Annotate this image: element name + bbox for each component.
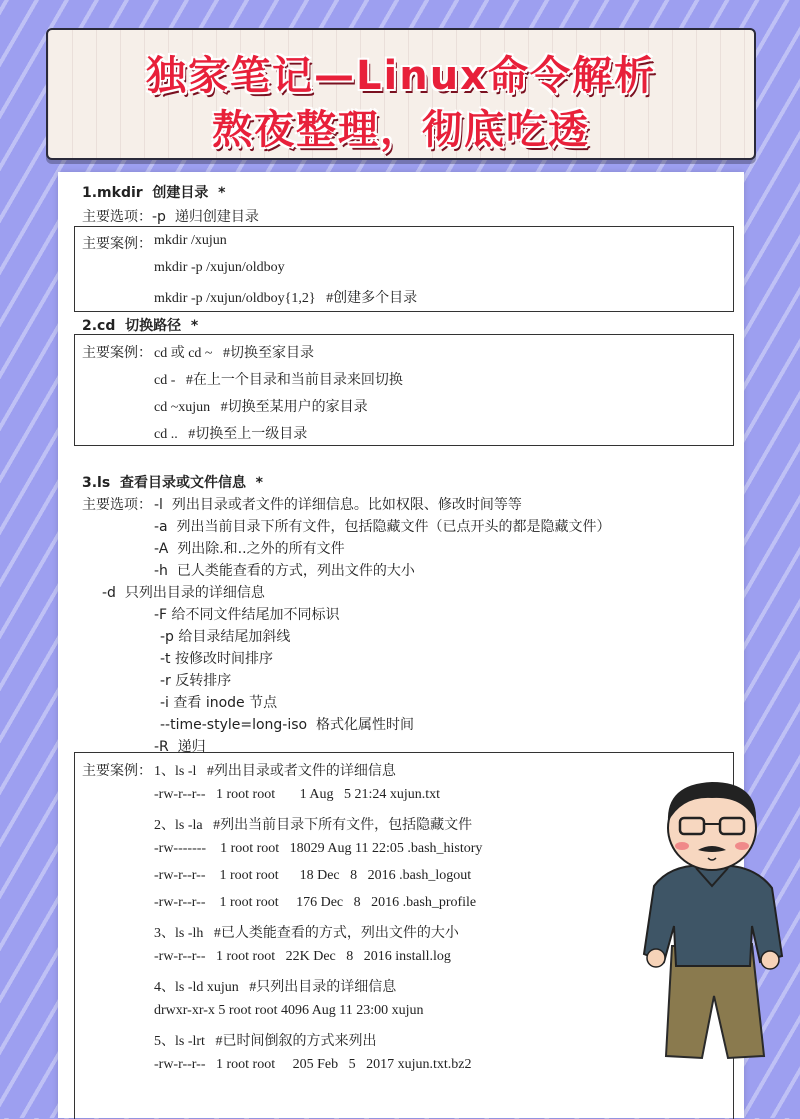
ls-options-label: 主要选项：	[82, 497, 152, 513]
mkdir-heading: 1.mkdir 创建目录 *	[82, 185, 226, 201]
title-line-1: 独家笔记—Linux命令解析	[146, 53, 656, 99]
ls-case-8: -rw-r--r-- 1 root root 22K Dec 8 2016 install.log	[154, 949, 451, 964]
mkdir-case-1: mkdir /xujun	[154, 233, 227, 248]
ls-case-1: 1、ls -l #列出目录或者文件的详细信息	[154, 764, 396, 779]
cd-case-3: cd ~xujun #切换至某用户的家目录	[154, 400, 368, 415]
ls-case-6: -rw-r--r-- 1 root root 176 Dec 8 2016 .bash_profile	[154, 895, 477, 910]
cd-heading: 2.cd 切换路径 *	[82, 318, 199, 334]
cd-case-2: cd - #在上一个目录和当前目录来回切换	[154, 373, 403, 388]
title-line-2: 熬夜整理，彻底吃透	[212, 107, 590, 153]
ls-option-h: -h 已人类能查看的方式，列出文件的大小	[154, 563, 415, 579]
ls-option-d: -d 只列出目录的详细信息	[102, 585, 265, 601]
ls-option-a: -a 列出当前目录下所有文件，包括隐藏文件（已点开头的都是隐藏文件）	[154, 519, 611, 535]
ls-case-11: 5、ls -lrt #已时间倒叙的方式来列出	[154, 1034, 377, 1049]
cd-case-1: cd 或 cd ~ #切换至家目录	[154, 346, 315, 361]
cd-case-label: 主要案例：	[82, 345, 152, 361]
ls-case-12: -rw-r--r-- 1 root root 205 Feb 5 2017 xujun.txt.bz2	[154, 1057, 472, 1072]
ls-case-5: -rw-r--r-- 1 root root 18 Dec 8 2016 .bash_logout	[154, 868, 472, 883]
ls-option-p: -p 给目录结尾加斜线	[160, 629, 291, 645]
ls-option-F: -F 给不同文件结尾加不同标识	[154, 607, 340, 623]
title-banner	[46, 28, 756, 160]
mkdir-options: 主要选项：-p 递归创建目录	[82, 209, 259, 225]
mkdir-case-3: mkdir -p /xujun/oldboy{1,2} #创建多个目录	[154, 291, 418, 306]
cd-case-4: cd .. #切换至上一级目录	[154, 427, 308, 442]
ls-case-4: -rw------- 1 root root 18029 Aug 11 22:05 .bash_history	[154, 841, 483, 856]
ls-option-t: -t 按修改时间排序	[160, 651, 273, 667]
ls-case-3: 2、ls -la #列出当前目录下所有文件，包括隐藏文件	[154, 818, 473, 833]
ls-option-R: -R 递归	[154, 739, 206, 755]
cartoon-character-illustration	[632, 766, 800, 1066]
ls-option-i: -i 查看 inode 节点	[160, 695, 278, 711]
ls-option-A: -A 列出除.和..之外的所有文件	[154, 541, 345, 557]
ls-case-7: 3、ls -lh #已人类能查看的方式，列出文件的大小	[154, 926, 459, 941]
ls-case-10: drwxr-xr-x 5 root root 4096 Aug 11 23:00 xujun	[154, 1003, 424, 1018]
ls-option-time-style: --time-style=long-iso 格式化属性时间	[160, 717, 415, 733]
ls-case-9: 4、ls -ld xujun #只列出目录的详细信息	[154, 980, 397, 995]
ls-heading: 3.ls 查看目录或文件信息 *	[82, 475, 264, 491]
ls-case-label: 主要案例：	[82, 763, 152, 779]
ls-option-l: -l 列出目录或者文件的详细信息。比如权限、修改时间等等	[154, 497, 522, 513]
mkdir-case-label: 主要案例：	[82, 236, 152, 252]
mkdir-case-2: mkdir -p /xujun/oldboy	[154, 260, 285, 275]
ls-option-r: -r 反转排序	[160, 673, 232, 689]
ls-case-2: -rw-r--r-- 1 root root 1 Aug 5 21:24 xujun.txt	[154, 787, 441, 802]
